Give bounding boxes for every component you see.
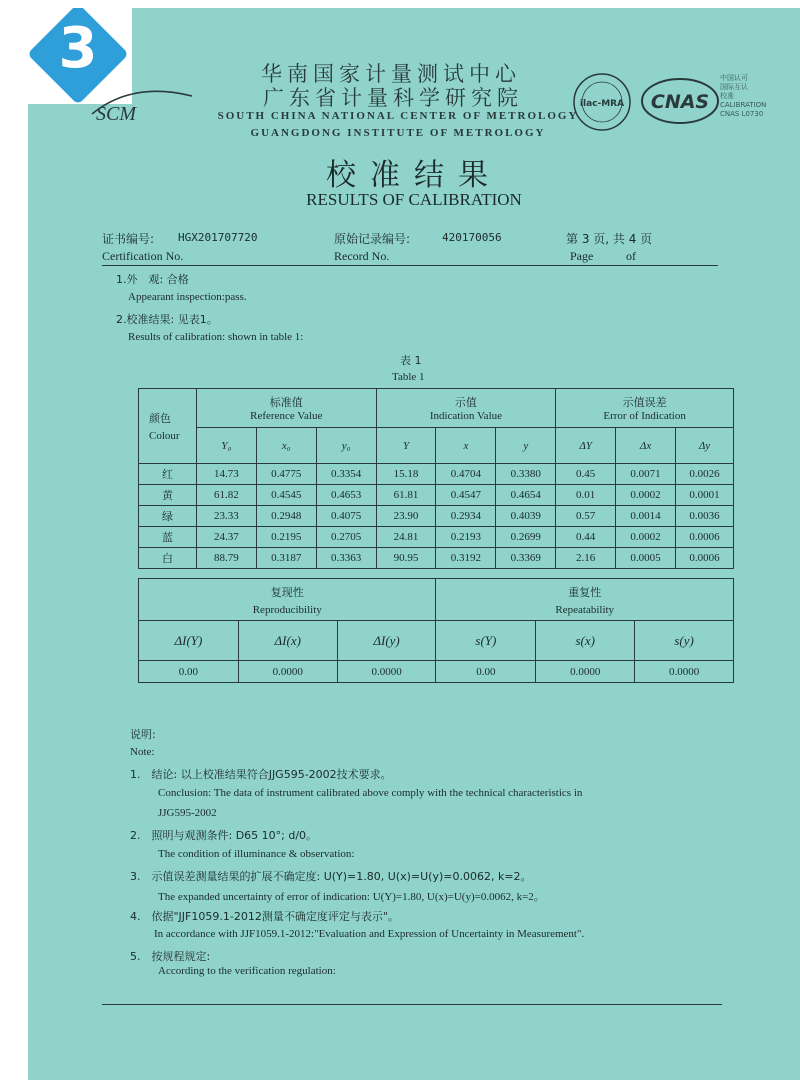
table-row <box>139 506 734 527</box>
item2-en: Results of calibration: shown in table 1: <box>128 331 304 343</box>
repro-value-Y: 0.00 <box>139 661 239 683</box>
table-title-en: Table 1 <box>392 371 425 383</box>
note2-en: The condition of illuminance & observation: <box>158 848 355 860</box>
cell: 0.0071 <box>616 464 676 485</box>
row-colour: 蓝 <box>139 527 197 548</box>
cell: 0.0005 <box>616 548 676 569</box>
repro-head-Y: ΔI(Y) <box>139 621 239 661</box>
badge-number: 3 <box>58 16 98 81</box>
repeat-value-Y: 0.00 <box>436 661 536 683</box>
cell: 0.0002 <box>616 527 676 548</box>
org-name-en-1: SOUTH CHINA NATIONAL CENTER OF METROLOGY <box>217 110 579 122</box>
indication-header-en: Indication Value <box>429 410 503 422</box>
table-row <box>139 464 734 485</box>
cnas-text: CNAS <box>650 91 710 113</box>
reproducibility-cn: 复现性 <box>270 585 304 599</box>
cell: 0.2948 <box>256 506 316 527</box>
subhead-err-x: Δx <box>616 428 676 464</box>
cell: 0.3354 <box>316 464 376 485</box>
cell: 0.2195 <box>256 527 316 548</box>
ilac-text: ilac-MRA <box>579 99 625 109</box>
subhead-ind-y: y <box>496 428 556 464</box>
row-colour: 绿 <box>139 506 197 527</box>
cell: 61.81 <box>376 485 436 506</box>
cell: 88.79 <box>196 548 256 569</box>
table-row <box>139 548 734 569</box>
record-no-label-en: Record No. <box>334 249 390 263</box>
subhead-ref-x: x₀ <box>256 428 316 464</box>
cell: 0.3363 <box>316 548 376 569</box>
repeat-value-x: 0.0000 <box>536 661 635 683</box>
subhead-ind-x: x <box>436 428 496 464</box>
cell: 0.4075 <box>316 506 376 527</box>
cell: 61.82 <box>196 485 256 506</box>
item1-cn: 1.外 观: 合格 <box>116 273 189 286</box>
reference-header-cn: 标准值 <box>269 396 303 409</box>
indication-header-cn: 示值 <box>454 396 477 409</box>
cell: 0.0006 <box>676 527 734 548</box>
cell: 0.4775 <box>256 464 316 485</box>
repeatability-cn: 重复性 <box>568 585 602 599</box>
cell: 0.0006 <box>676 548 734 569</box>
cell: 0.0014 <box>616 506 676 527</box>
cnas-side-line: 国际互认 <box>720 83 748 91</box>
cell: 0.0036 <box>676 506 734 527</box>
subhead-err-Y: ΔY <box>556 428 616 464</box>
cell: 14.73 <box>196 464 256 485</box>
cell: 0.4653 <box>316 485 376 506</box>
note3-cn: 3. 示值误差测量结果的扩展不确定度: U(Y)=1.80, U(x)=U(y)=0.0062, k=2。 <box>130 870 532 883</box>
note5-en: According to the verification regulation: <box>158 965 336 977</box>
cert-no-value: HGX201707720 <box>178 231 258 244</box>
cnas-logo <box>640 76 720 126</box>
cell: 0.3369 <box>496 548 556 569</box>
error-header-en: Error of Indication <box>603 410 686 422</box>
cell: 0.0002 <box>616 485 676 506</box>
header-divider <box>102 265 718 266</box>
certificate-page <box>28 8 800 1080</box>
cnas-side-line: 校准 <box>720 92 734 100</box>
item2-cn: 2.校准结果: 见表1。 <box>116 313 218 326</box>
subhead-err-y: Δy <box>676 428 734 464</box>
repro-value-x: 0.0000 <box>238 661 337 683</box>
cell: 0.3192 <box>436 548 496 569</box>
cell: 23.33 <box>196 506 256 527</box>
table-row <box>139 485 734 506</box>
cell: 0.0026 <box>676 464 734 485</box>
record-no-value: 420170056 <box>442 231 502 244</box>
subhead-ref-Y: Y₀ <box>196 428 256 464</box>
error-header-cn: 示值误差 <box>622 396 667 409</box>
repro-repeat-table <box>138 578 734 683</box>
colour-header-en: Colour <box>149 430 180 442</box>
page-info-cn: 第 3 页, 共 4 页 <box>566 232 653 246</box>
repeat-head-Y: s(Y) <box>436 621 536 661</box>
cell: 0.2705 <box>316 527 376 548</box>
org-name-cn-1: 华南国家计量测试中心 <box>261 62 521 86</box>
scm-logo-text: SCM <box>96 103 136 125</box>
scm-logo <box>82 76 202 126</box>
cnas-side-line: CNAS L0730 <box>720 110 764 118</box>
item1-en: Appearant inspection:pass. <box>128 291 247 303</box>
note1-en-a: Conclusion: The data of instrument calibrated above comply with the technical characteristics in <box>158 787 583 799</box>
cell: 0.2193 <box>436 527 496 548</box>
calibration-table <box>138 388 734 569</box>
cell: 24.81 <box>376 527 436 548</box>
reproducibility-header <box>139 579 436 621</box>
note5-cn: 5. 按规程规定: <box>130 950 211 963</box>
cell: 2.16 <box>556 548 616 569</box>
org-name-en-2: GUANGDONG INSTITUTE OF METROLOGY <box>250 127 546 139</box>
record-no-label-cn: 原始记录编号: <box>334 232 411 246</box>
cell: 0.4704 <box>436 464 496 485</box>
repeat-head-y: s(y) <box>635 621 734 661</box>
note4-cn: 4. 依据"JJF1059.1-2012测量不确定度评定与表示"。 <box>130 910 399 923</box>
cell: 0.57 <box>556 506 616 527</box>
cell: 0.3187 <box>256 548 316 569</box>
cell: 0.0001 <box>676 485 734 506</box>
cell: 0.2699 <box>496 527 556 548</box>
note4-en: In accordance with JJF1059.1-2012:"Evaluation and Expression of Uncertainty in Measurement". <box>154 928 585 940</box>
title-cn: 校准结果 <box>326 158 502 193</box>
cell: 23.90 <box>376 506 436 527</box>
ilac-mra-logo <box>570 70 634 134</box>
of-label-en: of <box>626 249 636 263</box>
page-label-en: Page <box>570 249 594 263</box>
note2-cn: 2. 照明与观测条件: D65 10°; d/0。 <box>130 829 318 842</box>
note-label-en: Note: <box>130 746 155 758</box>
footer-divider <box>102 1004 722 1005</box>
reference-header-en: Reference Value <box>250 410 323 422</box>
cell: 90.95 <box>376 548 436 569</box>
cnas-side-line: CALIBRATION <box>720 101 767 109</box>
data-rows <box>139 464 734 569</box>
table-row <box>139 527 734 548</box>
cnas-side-text <box>720 74 766 119</box>
title-en: RESULTS OF CALIBRATION <box>306 190 522 209</box>
repro-value-y: 0.0000 <box>337 661 436 683</box>
repro-head-y: ΔI(y) <box>337 621 436 661</box>
repro-head-x: ΔI(x) <box>238 621 337 661</box>
repeat-value-y: 0.0000 <box>635 661 734 683</box>
reference-header <box>196 389 376 428</box>
row-colour: 白 <box>139 548 197 569</box>
note3-en: The expanded uncertainty of error of indication: U(Y)=1.80, U(x)=U(y)=0.0062, k=2。 <box>158 891 545 903</box>
colour-header <box>139 389 197 464</box>
repeat-head-x: s(x) <box>536 621 635 661</box>
cell: 0.45 <box>556 464 616 485</box>
cert-no-label-en: Certification No. <box>102 249 184 263</box>
subhead-ref-y: y₀ <box>316 428 376 464</box>
error-header <box>556 389 734 428</box>
note-label-cn: 说明: <box>130 728 156 741</box>
cert-no-label-cn: 证书编号: <box>102 232 155 246</box>
cell: 0.4545 <box>256 485 316 506</box>
note1-cn: 1. 结论: 以上校准结果符合JJG595-2002技术要求。 <box>130 768 392 781</box>
cell: 0.01 <box>556 485 616 506</box>
row-colour: 红 <box>139 464 197 485</box>
cell: 0.4654 <box>496 485 556 506</box>
cnas-side-line: 中国认可 <box>720 74 748 82</box>
cell: 0.2934 <box>436 506 496 527</box>
row-colour: 黄 <box>139 485 197 506</box>
cell: 0.44 <box>556 527 616 548</box>
repeatability-en: Repeatability <box>555 603 615 616</box>
indication-header <box>376 389 556 428</box>
org-name-cn-2: 广东省计量科学研究院 <box>263 86 523 110</box>
cell: 24.37 <box>196 527 256 548</box>
repeatability-header <box>436 579 734 621</box>
reproducibility-en: Reproducibility <box>252 603 322 616</box>
cell: 15.18 <box>376 464 436 485</box>
cell: 0.3380 <box>496 464 556 485</box>
subhead-ind-Y: Y <box>376 428 436 464</box>
note1-en-b: JJG595-2002 <box>158 807 217 819</box>
cell: 0.4547 <box>436 485 496 506</box>
cell: 0.4039 <box>496 506 556 527</box>
colour-header-cn: 颜色 <box>149 412 171 425</box>
table-title-cn: 表 1 <box>400 354 422 367</box>
